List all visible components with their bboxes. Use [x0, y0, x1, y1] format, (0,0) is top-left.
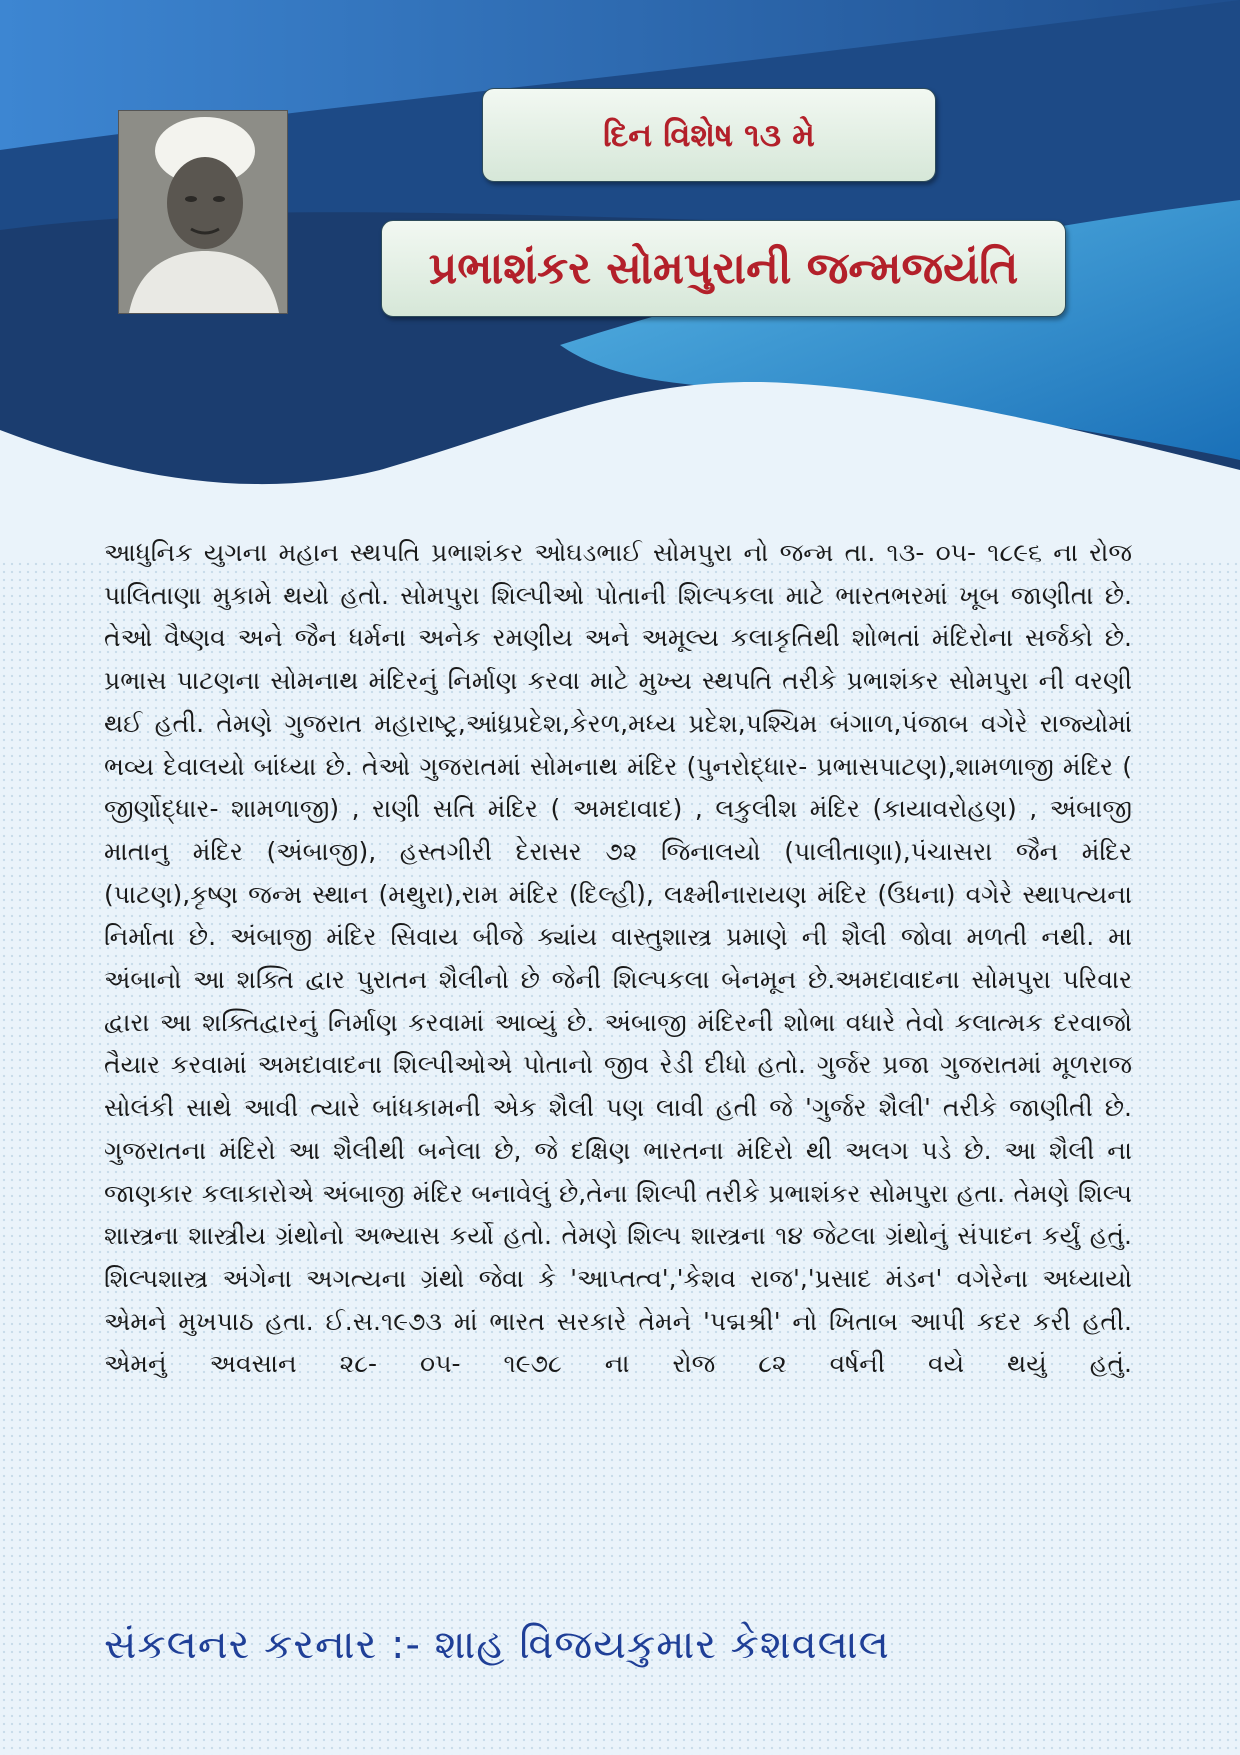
- portrait-photo: [118, 110, 288, 314]
- page-title-text: પ્રભાશંકર સોમપુરાની જન્મજયંતિ: [428, 243, 1019, 294]
- article-body: આધુનિક યુગના મહાન સ્થપતિ પ્રભાશંકર ઓઘડભાઈ સોમપુરા નો જન્મ તા. ૧૩- ૦૫- ૧૮૯૬ ના રોજ પાલિતાણા મુકામે થયો હતો. સોમપુરા શિલ્પીઓ પોતાની શિલ્પકલા માટે ભારતભરમાં ખૂબ જાણીતા છે. તેઓ વૈષ્ણવ અને જૈન ધર્મના અનેક રમણીય અને અમૂલ્ય કલાકૃતિથી શોભતાં મંદિરોના સર્જકો છે. પ્રભાસ પાટણના સોમનાથ મંદિરનું નિર્માણ કરવા માટે મુખ્ય સ્થપતિ તરીકે પ્રભાશંકર સોમપુરા ની વરણી થઈ હતી. તેમણે ગુજરાત મહારાષ્ટ્ર,આંધ્રપ્રદેશ,કેરળ,મધ્ય પ્રદેશ,પશ્ચિમ બંગાળ,પંજાબ વગેરે રાજ્યોમાં ભવ્ય દેવાલયો બાંધ્યા છે. તેઓ ગુજરાતમાં સોમનાથ મંદિર (પુનરોદ્ધાર- પ્રભાસપાટણ),શામળાજી મંદિર ( જીર્ણોદ્ધાર- શામળાજી) , રાણી સતિ મંદિર ( અમદાવાદ) , લકુલીશ મંદિર (કાયાવરોહણ) , અંબાજી માતાનુ મંદિર (અંબાજી), હસ્તગીરી દેરાસર ૭૨ જિનાલયો (પાલીતાણા),પંચાસરા જૈન મંદિર (પાટણ),કૃષ્ણ જન્મ સ્થાન (મથુરા),રામ મંદિર (દિલ્હી), લક્ષ્મીનારાયણ મંદિર (ઉધના) વગેરે સ્થાપત્યના નિર્માતા છે. અંબાજી મંદિર સિવાય બીજે ક્યાંય વાસ્તુશાસ્ત્ર પ્રમાણે ની શૈલી જોવા મળતી નથી. મા અંબાનો આ શક્તિ દ્વાર પુરાતન શૈલીનો છે જેની શિલ્પકલા બેનમૂન છે.અમદાવાદના સોમપુરા પરિવાર દ્વારા આ શક્તિદ્વારનું નિર્માણ કરવામાં આવ્યું છે. અંબાજી મંદિરની શોભા વધારે તેવો કલાત્મક દરવાજો તૈયાર કરવામાં અમદાવાદના શિલ્પીઓએ પોતાનો જીવ રેડી દીધો હતો. ગુર્જર પ્રજા ગુજરાતમાં મૂળરાજ સોલંકી સાથે આવી ત્યારે બાંધકામની એક શૈલી પણ લાવી હતી જે 'ગુર્જર શૈલી' તરીકે જાણીતી છે. ગુજરાતના મંદિરો આ શૈલીથી બનેલા છે, જે દક્ષિણ ભારતના મંદિરો થી અલગ પડે છે. આ શૈલી ના જાણકાર કલાકારોએ અંબાજી મંદિર બનાવેલું છે,તેના શિલ્પી તરીકે પ્રભાશંકર સોમપુરા હતા. તેમણે શિલ્પ શાસ્ત્રના શાસ્ત્રીય ગ્રંથોનો અભ્યાસ કર્યો હતો. તેમણે શિલ્પ શાસ્ત્રના ૧૪ જેટલા ગ્રંથોનું સંપાદન કર્યું હતું. શિલ્પશાસ્ત્ર અંગેના અગત્યના ગ્રંથો જેવા કે 'આપ્તત્વ','કેશવ રાજ','પ્રસાદ મંડન' વગેરેના અધ્યાયો એમને મુખપાઠ હતા. ઈ.સ.૧૯૭૩ માં ભારત સરકારે તેમને 'પદ્મશ્રી' નો ખિતાબ આપી કદર કરી હતી. એમનું અવસાન ૨૮- ૦૫- ૧૯૭૮ ના રોજ ૮૨ વર્ષની વયે થયું હતું.: [104, 538, 1132, 1379]
- date-label: [482, 88, 936, 182]
- page-title: [381, 220, 1066, 317]
- person-photo-icon: [119, 111, 287, 313]
- date-label-text: દિન વિશેષ ૧૩ મે: [603, 115, 815, 154]
- compiler-credit: સંકલનર કરનાર :- શાહ વિજયકુમાર કેશવલાલ: [104, 1622, 890, 1668]
